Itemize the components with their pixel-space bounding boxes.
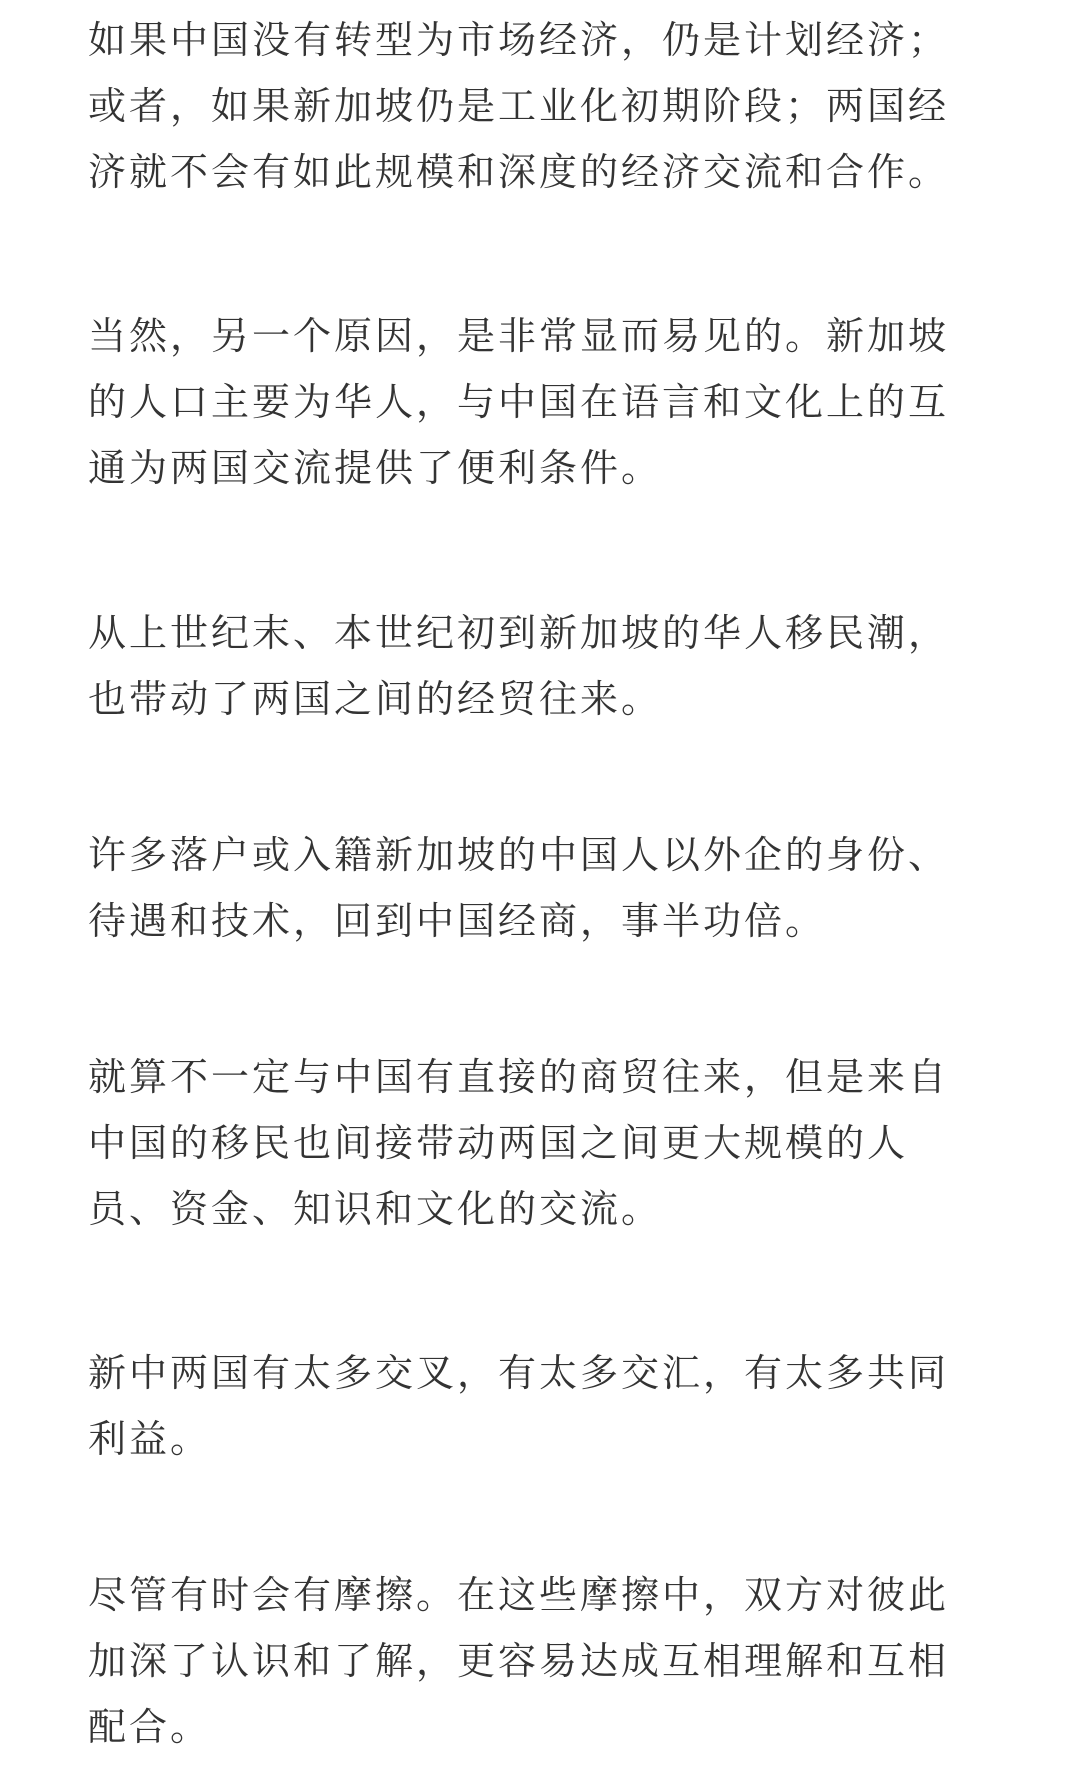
paragraph [88, 822, 949, 954]
text-line: 员、资金、知识和文化的交流。 [88, 1187, 663, 1231]
text-line: 利益。 [88, 1417, 212, 1461]
text-line: 的人口主要为华人，与中国在语言和文化上的互 [88, 380, 950, 424]
paragraph [88, 7, 949, 205]
text-line: 新中两国有太多交叉，有太多交汇，有太多共同 [88, 1351, 950, 1395]
text-line: 济就不会有如此规模和深度的经济交流和合作。 [88, 150, 950, 194]
text-line: 也带动了两国之间的经贸往来。 [88, 677, 663, 721]
text-line: 加深了认识和了解，更容易达成互相理解和互相 [88, 1639, 950, 1683]
text-line: 许多落户或入籍新加坡的中国人以外企的身份、 [88, 833, 950, 877]
paragraph [88, 1044, 949, 1242]
text-line: 如果中国没有转型为市场经济，仍是计划经济； [88, 18, 950, 62]
text-line: 中国的移民也间接带动两国之间更大规模的人 [88, 1121, 909, 1165]
text-line: 配合。 [88, 1705, 212, 1749]
paragraph [88, 1340, 949, 1472]
text-line: 通为两国交流提供了便利条件。 [88, 446, 663, 490]
text-line: 就算不一定与中国有直接的商贸往来，但是来自 [88, 1055, 950, 1099]
paragraph [88, 1562, 949, 1760]
text-line: 尽管有时会有摩擦。在这些摩擦中，双方对彼此 [88, 1573, 950, 1617]
text-line: 从上世纪末、本世纪初到新加坡的华人移民潮， [88, 611, 950, 655]
text-line: 或者，如果新加坡仍是工业化初期阶段；两国经 [88, 84, 950, 128]
paragraph [88, 303, 949, 501]
paragraph [88, 600, 949, 732]
text-line: 待遇和技术，回到中国经商，事半功倍。 [88, 899, 827, 943]
text-line: 当然，另一个原因，是非常显而易见的。新加坡 [88, 314, 950, 358]
